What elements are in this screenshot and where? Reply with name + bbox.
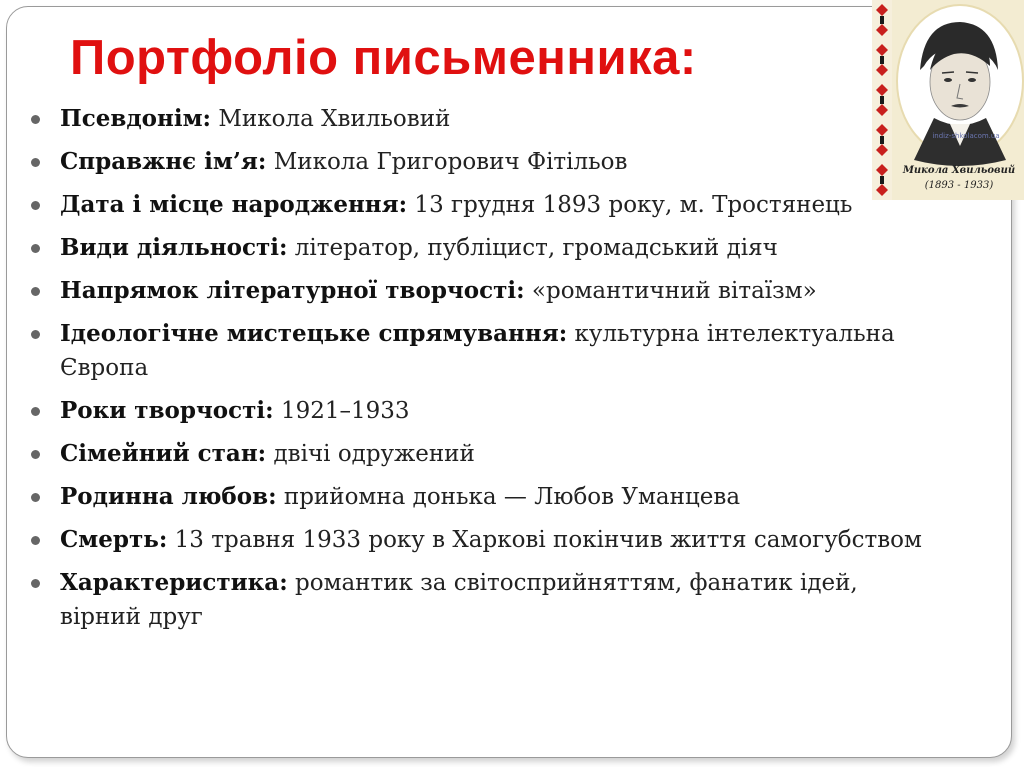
bullet-list [28,102,928,643]
portrait-caption-name: Микола Хвильовий [902,165,1016,176]
bullet-value: романтик за світосприйняттям, фанатик ідей, вірний друг [60,570,858,630]
bullet-value: 13 грудня 1893 року, м. Тростянець [407,192,853,218]
bullet-label: Родинна любов: [60,483,277,510]
bullet-label: Напрямок літературної творчості: [60,277,525,304]
bullet-label: Справжнє ім’я: [60,148,267,175]
bullet-label: Дата і місце народження: [60,191,408,218]
author-portrait [872,0,1024,200]
bullet-value: двічі одружений [266,441,475,467]
bullet-dot-icon [31,330,40,339]
bullet-item [28,188,928,222]
bullet-item [28,394,928,428]
bullet-label: Види діяльності: [60,234,288,261]
bullet-label: Характеристика: [60,569,288,596]
bullet-dot-icon [31,158,40,167]
bullet-dot-icon [31,536,40,545]
bullet-item [28,566,928,634]
bullet-dot-icon [31,579,40,588]
bullet-value: 13 травня 1933 року в Харкові покінчив життя самогубством [167,527,922,553]
bullet-dot-icon [31,407,40,416]
bullet-item [28,523,928,557]
bullet-dot-icon [31,287,40,296]
bullet-value: прийомна донька — Любов Уманцева [276,484,741,510]
bullet-label: Сімейний стан: [60,440,267,467]
bullet-label: Роки творчості: [60,397,274,424]
slide-title: Портфоліо письменника: [70,31,697,85]
portrait-watermark: indiz-shkolacom.ua [932,132,1000,140]
bullet-value: літератор, публіцист, громадський діяч [287,235,778,261]
bullet-item [28,480,928,514]
bullet-dot-icon [31,115,40,124]
bullet-item [28,437,928,471]
bullet-item [28,317,928,385]
bullet-value: культурна інтелектуальна Європа [60,321,895,381]
bullet-value: Микола Григорович Фітільов [266,149,628,175]
bullet-dot-icon [31,244,40,253]
bullet-value: «романтичний вітаїзм» [524,278,817,304]
bullet-item [28,274,928,308]
portrait-caption-years: (1893 - 1933) [924,180,994,191]
bullet-value: 1921–1933 [273,398,410,424]
bullet-value: Микола Хвильовий [211,106,451,132]
bullet-dot-icon [31,201,40,210]
bullet-dot-icon [31,493,40,502]
bullet-label: Псевдонім: [60,105,212,132]
bullet-item [28,145,928,179]
bullet-label: Смерть: [60,526,168,553]
bullet-dot-icon [31,450,40,459]
bullet-item [28,102,928,136]
bullet-label: Ідеологічне мистецьке спрямування: [60,320,568,347]
bullet-item [28,231,928,265]
